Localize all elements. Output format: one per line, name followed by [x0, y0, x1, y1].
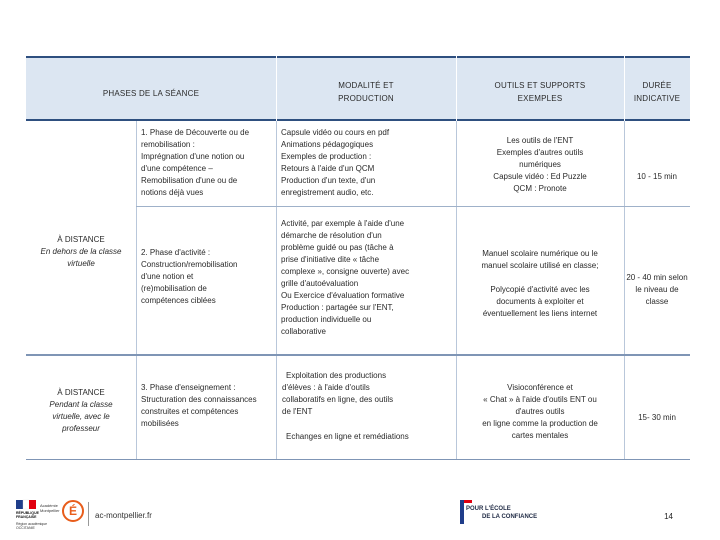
academie-e-icon: É — [62, 500, 84, 522]
row-divider — [136, 206, 690, 207]
row3-phase: 3. Phase d'enseignement : Structuration des connaissances construites et compétences mobilisées — [141, 383, 257, 428]
page-number: 14 — [664, 512, 673, 521]
row-divider — [26, 354, 690, 356]
pedagogy-table — [26, 56, 690, 460]
row1-outils: Les outils de l'ENT Exemples d'autres outils numériques Capsule vidéo : Ed Puzzle QCM : Pronote — [493, 136, 587, 193]
row3-modalite-a: Exploitation des productions d'élèves : à l'aide d'outils collaboratifs en ligne, des outils de l'ENT — [282, 371, 394, 416]
header-duree: DURÉE INDICATIVE — [633, 81, 681, 103]
ministry-logo: RÉPUBLIQUE FRANÇAISE Académie Montpellier É Région académique OCCITANIE — [16, 498, 88, 534]
column-divider — [456, 56, 457, 121]
column-divider — [136, 121, 137, 460]
header-outils: OUTILS ET SUPPORTS EXEMPLES — [494, 81, 586, 103]
header-phases: PHASES DE LA SÉANCE — [102, 89, 200, 98]
row2-phase: 2. Phase d'activité : Construction/remobilisation d'une notion et (re)mobilisation de compétences ciblées — [141, 248, 238, 305]
footer-separator — [88, 502, 89, 526]
row3-outils: Visioconférence et « Chat » à l'aide d'outils ENT ou d'autres outils en ligne comme la production de cartes mentales — [482, 383, 598, 440]
row1-phase: 1. Phase de Découverte ou de remobilisation : Imprégnation d'une notion ou d'une compétence – Remobilisation d'une ou de notions déjà vues — [141, 128, 250, 197]
row2-duree: 20 - 40 min selon le niveau de classe — [626, 273, 688, 306]
group-label-asynchronous: À DISTANCE En dehors de la classe virtuelle — [40, 235, 122, 268]
row3-duree: 15- 30 min — [638, 413, 676, 422]
row1-duree: 10 - 15 min — [636, 172, 678, 181]
column-divider — [624, 56, 625, 121]
row2-outils-b: Polycopié d'activité avec les documents à exploiter et éventuellement les liens internet — [482, 285, 598, 318]
column-divider — [276, 56, 277, 121]
website-link[interactable]: ac-montpellier.fr — [95, 511, 152, 520]
row-divider — [26, 459, 690, 460]
header-modalite: MODALITÉ ET PRODUCTION — [338, 81, 394, 103]
group-label-synchronous: À DISTANCE Pendant la classe virtuelle, avec le professeur — [49, 388, 113, 433]
row1-modalite: Capsule vidéo ou cours en pdf Animations pédagogiques Exemples de production : Retours à l'aide d'un QCM Production d'un texte, d'un enregistrement audio, etc. — [281, 128, 390, 197]
row2-outils-a: Manuel scolaire numérique ou le manuel scolaire utilisé en classe; — [481, 249, 599, 270]
row3-modalite-b: Echanges en ligne et remédiations — [286, 432, 409, 441]
row2-modalite: Activité, par exemple à l'aide d'une démarche de résolution d'un problème guidé ou pas (tâche à prise d'initiative dite « tâche complexe », consigne ouverte) avec grille d'autoévaluation Ou Exercice d'évaluation formative Production : partagée sur l'ENT, production individuelle ou collaborative — [281, 219, 410, 336]
confiance-logo: POUR L'ÉCOLE DE LA CONFIANCE — [460, 500, 556, 524]
